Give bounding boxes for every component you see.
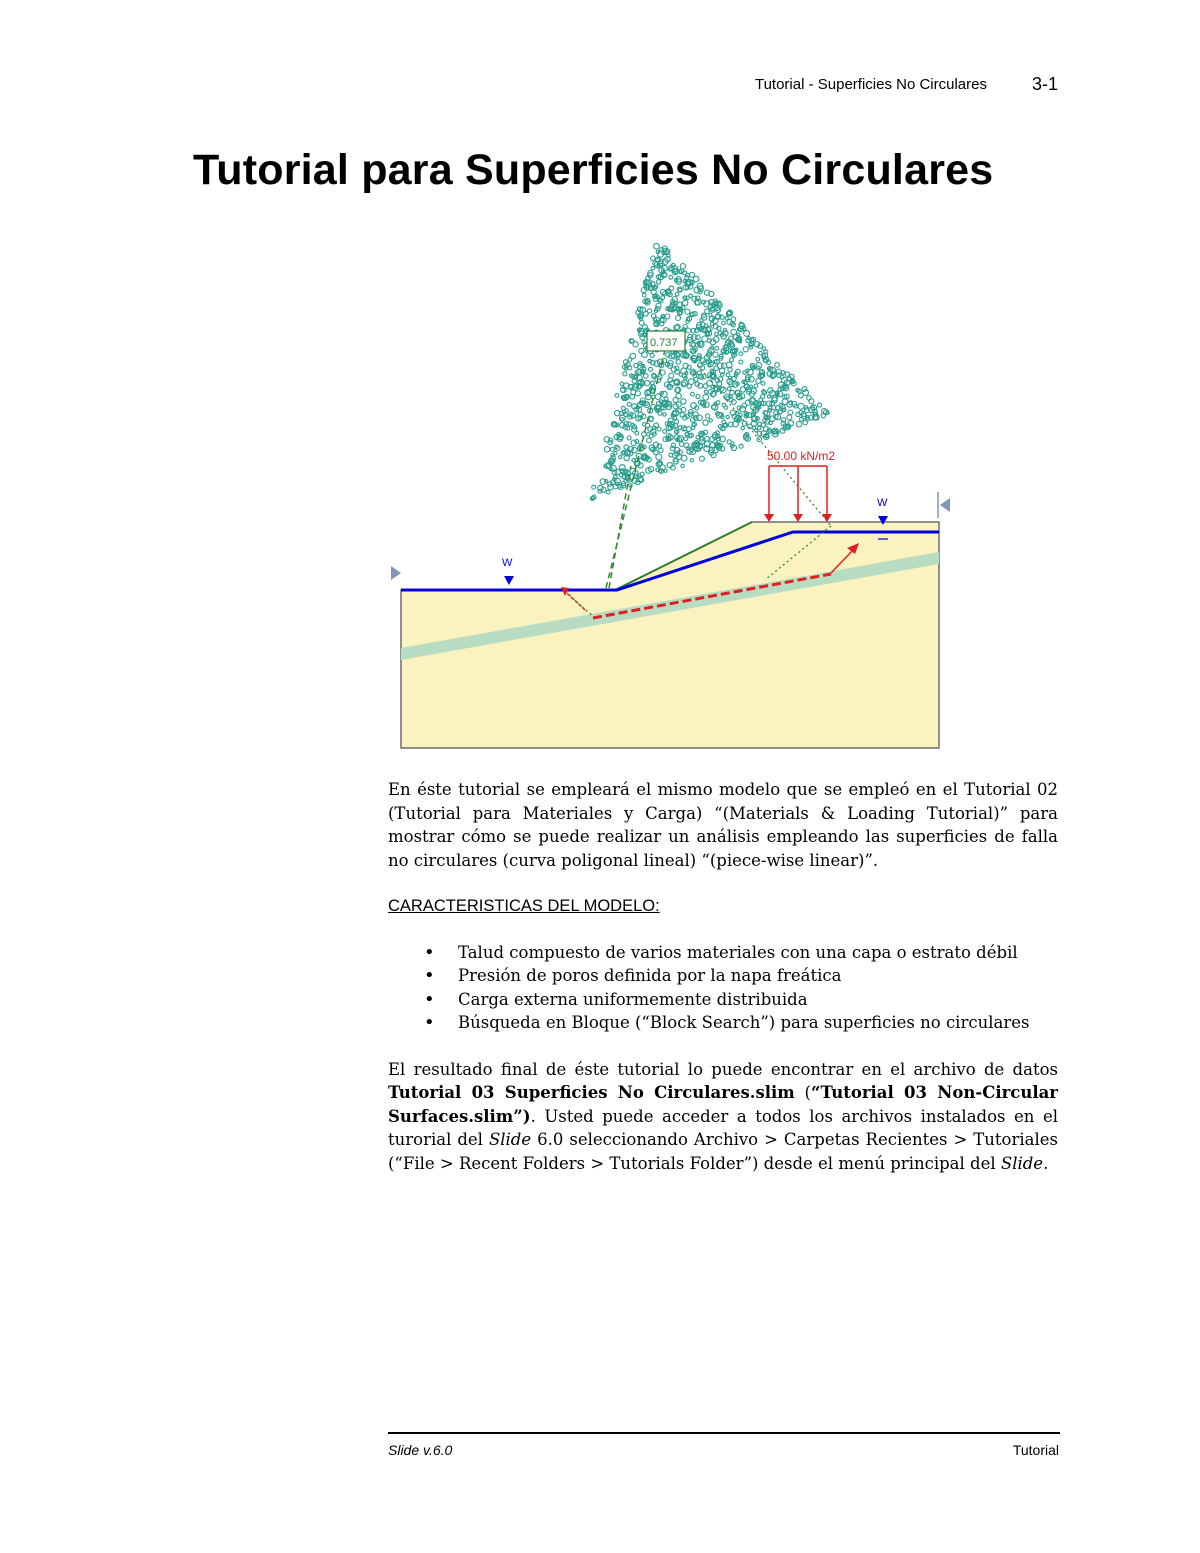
slip-center-point — [623, 372, 627, 376]
slip-center-point — [747, 337, 750, 340]
slip-center-point — [664, 469, 667, 472]
slip-center-point — [606, 490, 610, 494]
slope-model-diagram — [385, 230, 955, 760]
slide-name: Slide — [488, 1130, 532, 1149]
slip-center-point — [730, 390, 735, 395]
slip-center-point — [787, 415, 792, 420]
slip-center-point — [627, 436, 631, 440]
slip-center-point — [758, 422, 762, 426]
slip-center-point — [691, 392, 695, 396]
slip-center-point — [703, 384, 708, 389]
slip-center-point — [722, 403, 726, 407]
slip-center-point — [690, 313, 694, 317]
slip-center-point — [639, 348, 644, 353]
slip-center-point — [754, 384, 758, 388]
footer-left: Slide v.6.0 — [388, 1442, 453, 1458]
slip-center-point — [653, 318, 656, 321]
slip-center-point — [705, 436, 710, 441]
slip-center-point — [663, 430, 667, 434]
header-title: Tutorial - Superficies No Circulares — [754, 76, 987, 93]
slip-center-point — [714, 360, 717, 363]
slip-center-point — [647, 438, 652, 443]
slip-center-point — [620, 418, 624, 422]
slip-center-point — [690, 459, 693, 462]
slip-center-point — [721, 373, 725, 377]
slip-center-point — [656, 303, 661, 308]
boundary-marker-left — [391, 566, 401, 580]
slip-center-point — [796, 421, 802, 427]
slip-center-point — [726, 373, 730, 377]
slip-center-point — [642, 352, 648, 358]
slip-center-point — [642, 325, 647, 330]
slip-center-point — [730, 358, 734, 362]
slip-center-point — [624, 445, 628, 449]
slip-center-point — [732, 376, 737, 381]
slip-center-point — [705, 309, 710, 314]
slip-center-point — [732, 382, 738, 388]
slip-center-point — [785, 372, 789, 376]
slip-center-point — [671, 443, 675, 447]
slip-center-point — [647, 433, 650, 436]
svg-text:W: W — [877, 497, 888, 509]
slip-center-point — [679, 311, 682, 314]
slip-center-point — [764, 359, 768, 363]
slip-center-point — [757, 426, 761, 430]
slip-center-point — [767, 395, 770, 398]
slip-center-point — [666, 353, 671, 358]
slip-center-point — [703, 394, 709, 400]
slip-center-point — [655, 394, 661, 400]
slip-center-point — [657, 427, 661, 431]
features-list — [388, 941, 1058, 1035]
boundary-marker-right — [940, 498, 950, 512]
file-name-es: Tutorial 03 Superficies No Circulares.slim — [388, 1083, 795, 1102]
slip-center-point — [649, 417, 653, 421]
slip-center-point — [731, 442, 735, 446]
slip-center-point — [650, 353, 654, 357]
footer-divider — [388, 1432, 1060, 1434]
slip-center-point — [739, 360, 743, 364]
slip-center-point — [700, 319, 703, 322]
slip-center-point — [743, 347, 748, 352]
result-paragraph: El resultado final de éste tutorial lo puede encontrar en el archivo de datos Tutorial 03 Superficies No Circulares.slim (“Tutorial 03 Non-Circular Surfaces.slim”). Usted puede acceder a todos los archivos instalados en el turorial del Slide 6.0 seleccionando Archivo > Carpetas Recientes > Tutoriales (“File > Recent Folders > Tutorials Folder”) desde el menú principal del Slide. — [388, 1059, 1059, 1173]
slip-center-point — [669, 276, 673, 280]
slip-center-point — [658, 411, 662, 415]
slip-center-point — [744, 330, 750, 336]
slip-center-point — [659, 448, 663, 452]
slip-center-point — [781, 371, 784, 374]
slip-center-point — [684, 437, 688, 441]
slip-center-point — [727, 387, 731, 391]
features-heading: CARACTERISTICAS DEL MODELO: — [388, 897, 660, 915]
slip-center-point — [690, 272, 695, 277]
list-item: • Talud compuesto de varios materiales con una capa o estrato débil — [388, 941, 1058, 965]
slip-center-point — [673, 397, 678, 402]
slip-center-point — [741, 426, 744, 429]
intro-paragraph: En éste tutorial se empleará el mismo modelo que se empleó en el Tutorial 02 (Tutorial para Materiales y Carga) “(Materials & Loading Tutorial)” para mostrar cómo se puede realizar un análisis empleando las superficies de falla no circulares (curva poligonal lineal) “(piece-wise linear)”. — [388, 780, 1058, 870]
slip-center-point — [688, 379, 694, 385]
slip-center-point — [624, 413, 628, 417]
slip-center-point — [696, 394, 700, 398]
slip-center-point — [651, 266, 655, 270]
water-symbol-left — [502, 557, 514, 585]
slip-center-point — [788, 410, 793, 415]
slip-center-point — [708, 364, 711, 367]
slip-center-point — [627, 402, 631, 406]
slip-center-point — [802, 387, 807, 392]
slip-center-point — [620, 382, 624, 386]
page-number: 3-1 — [1031, 74, 1058, 94]
slip-center-point — [676, 360, 681, 365]
page-header — [600, 74, 1060, 98]
slip-center-point — [722, 321, 726, 325]
slip-center-point — [699, 456, 704, 461]
slip-center-point — [739, 444, 743, 448]
list-item: • Carga externa uniformemente distribuida — [388, 988, 1058, 1012]
slip-center-point — [610, 447, 614, 451]
load-label: 50.00 kN/m2 — [767, 449, 836, 463]
distributed-load — [764, 449, 835, 522]
list-item: • Presión de poros definida por la napa freática — [388, 964, 1058, 988]
slip-center-point — [740, 387, 745, 392]
slip-center-point — [711, 385, 714, 388]
slip-center-point — [622, 406, 626, 410]
slip-center-point — [694, 447, 698, 451]
svg-text:W: W — [502, 557, 513, 569]
slip-center-point — [683, 300, 688, 305]
slip-center-point — [659, 469, 663, 473]
slip-center-point — [756, 378, 761, 383]
slip-center-point — [660, 370, 665, 375]
slip-center-point — [652, 426, 656, 430]
body-text — [388, 778, 1058, 1175]
slip-center-point — [680, 264, 685, 269]
slip-center-point — [648, 367, 652, 371]
slip-center-point — [675, 292, 679, 296]
slip-center-point — [643, 293, 647, 297]
slip-center-point — [798, 403, 804, 409]
file-name-en: “Tutorial 03 Non-Circular Surfaces.slim”) — [388, 1083, 1058, 1126]
slip-center-point — [709, 419, 712, 422]
slip-center-point — [818, 403, 822, 407]
slip-center-point — [704, 390, 707, 393]
slip-center-point — [615, 394, 619, 398]
slip-center-point — [715, 346, 719, 350]
slip-center-point — [729, 336, 734, 341]
slip-center-point — [706, 414, 710, 418]
safety-factor-label: 0.737 — [650, 337, 678, 349]
slip-center-point — [731, 317, 736, 322]
slip-center-point — [752, 426, 755, 429]
slip-center-point — [591, 496, 595, 500]
slip-center-point — [726, 415, 729, 418]
main-title: Tutorial para Superficies No Circulares — [193, 146, 994, 194]
slip-center-point — [679, 442, 684, 447]
slip-center-point — [756, 357, 760, 361]
slip-center-point — [761, 381, 765, 385]
slip-center-point — [643, 311, 648, 316]
slip-center-point — [615, 469, 620, 474]
slip-center-point — [702, 336, 708, 342]
slip-center-point — [759, 351, 763, 355]
slip-center-point — [685, 433, 688, 436]
slip-center-point — [676, 316, 681, 321]
slip-center-point — [604, 447, 610, 453]
slip-center-point — [654, 243, 660, 249]
slip-center-point — [633, 342, 638, 347]
slip-center-point — [619, 456, 622, 459]
list-item: • Búsqueda en Bloque (“Block Search”) para superficies no circulares — [388, 1011, 1058, 1035]
slip-center-point — [651, 256, 656, 261]
slip-center-point — [651, 381, 655, 385]
slip-center-point — [642, 341, 645, 344]
slip-center-point — [775, 363, 780, 368]
slip-center-point — [592, 485, 596, 489]
slip-center-point — [686, 320, 689, 323]
slip-center-point — [681, 464, 684, 467]
slip-center-point — [715, 332, 719, 336]
slip-center-point — [725, 317, 728, 320]
slip-center-point — [675, 420, 679, 424]
slip-center-point — [656, 280, 660, 284]
slip-center-point — [739, 352, 743, 356]
slip-center-point — [685, 309, 690, 314]
slope-model-figure — [385, 230, 955, 760]
slip-center-point — [809, 399, 814, 404]
slide-name: Slide — [1000, 1153, 1044, 1173]
footer-right: Tutorial — [1012, 1442, 1059, 1458]
slip-center-point — [630, 353, 636, 359]
slip-center-point — [703, 420, 708, 425]
slip-center-point — [663, 413, 666, 416]
slip-center-point — [611, 454, 614, 457]
slip-center-point — [644, 374, 649, 379]
slip-center-point — [683, 296, 687, 300]
slip-center-point — [714, 366, 719, 371]
